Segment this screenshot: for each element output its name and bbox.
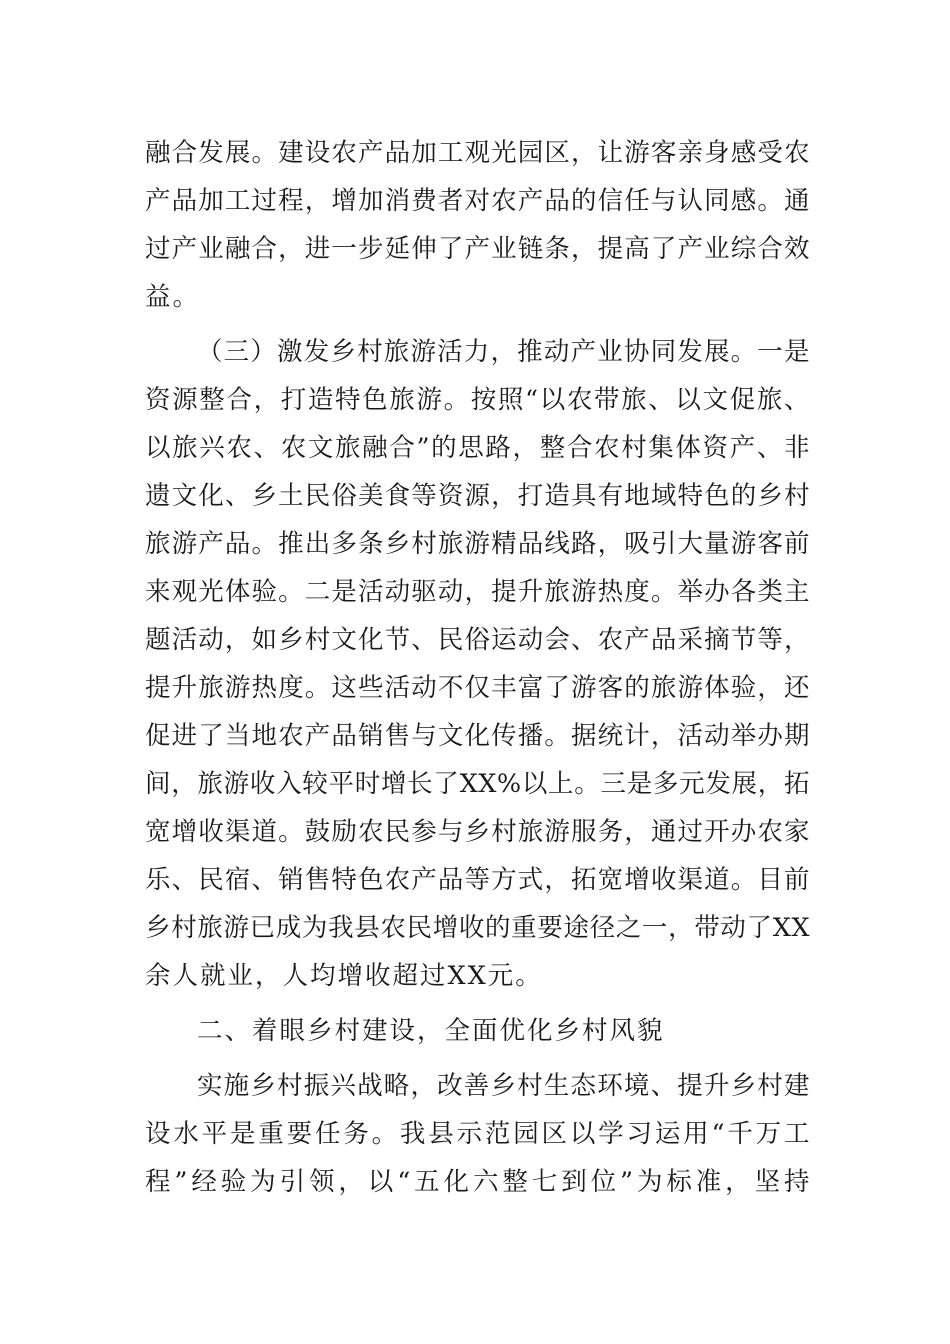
text-line: 乡村旅游已成为我县农民增收的重要途径之一，带动了XX: [145, 913, 810, 943]
text-line: 益。: [145, 282, 201, 312]
text-line: 乐、民宿、销售特色农产品等方式，拓宽增收渠道。目前: [145, 865, 810, 895]
text-line: 以旅兴农、农文旅融合”的思路，整合农村集体资产、非: [145, 433, 810, 463]
text-line: 遗文化、乡土民俗美食等资源，打造具有地域特色的乡村: [145, 481, 810, 511]
text-line: 促进了当地农产品销售与文化传播。据统计，活动举办期: [145, 721, 810, 751]
text-line: 过产业融合，进一步延伸了产业链条，提高了产业综合效: [145, 234, 810, 264]
text-line: 题活动，如乡村文化节、民俗运动会、农产品采摘节等，: [145, 625, 810, 655]
text-line: 产品加工过程，增加消费者对农产品的信任与认同感。通: [145, 186, 810, 216]
text-line: 程”经验为引领，以“五化六整七到位”为标准，坚持: [145, 1167, 810, 1197]
text-line: 间，旅游收入较平时增长了XX%以上。三是多元发展，拓: [145, 769, 810, 799]
text-line: 旅游产品。推出多条乡村旅游精品线路，吸引大量游客前: [145, 529, 810, 559]
text-line: 提升旅游热度。这些活动不仅丰富了游客的旅游体验，还: [145, 673, 810, 703]
text-line: 资源整合，打造特色旅游。按照“以农带旅、以文促旅、: [145, 385, 810, 415]
text-line: 来观光体验。二是活动驱动，提升旅游热度。举办各类主: [145, 577, 810, 607]
text-line: 设水平是重要任务。我县示范园区以学习运用“千万工: [145, 1119, 810, 1149]
text-line: 宽增收渠道。鼓励农民参与乡村旅游服务，通过开办农家: [145, 817, 810, 847]
section-heading-line: （三）激发乡村旅游活力，推动产业协同发展。一是: [197, 337, 810, 367]
text-line: 实施乡村振兴战略，改善乡村生态环境、提升乡村建: [197, 1071, 810, 1101]
chapter-heading: 二、着眼乡村建设，全面优化乡村风貌: [197, 1016, 665, 1046]
text-line: 余人就业，人均增收超过XX元。: [145, 961, 543, 991]
text-line: 融合发展。建设农产品加工观光园区，让游客亲身感受农: [145, 138, 810, 168]
